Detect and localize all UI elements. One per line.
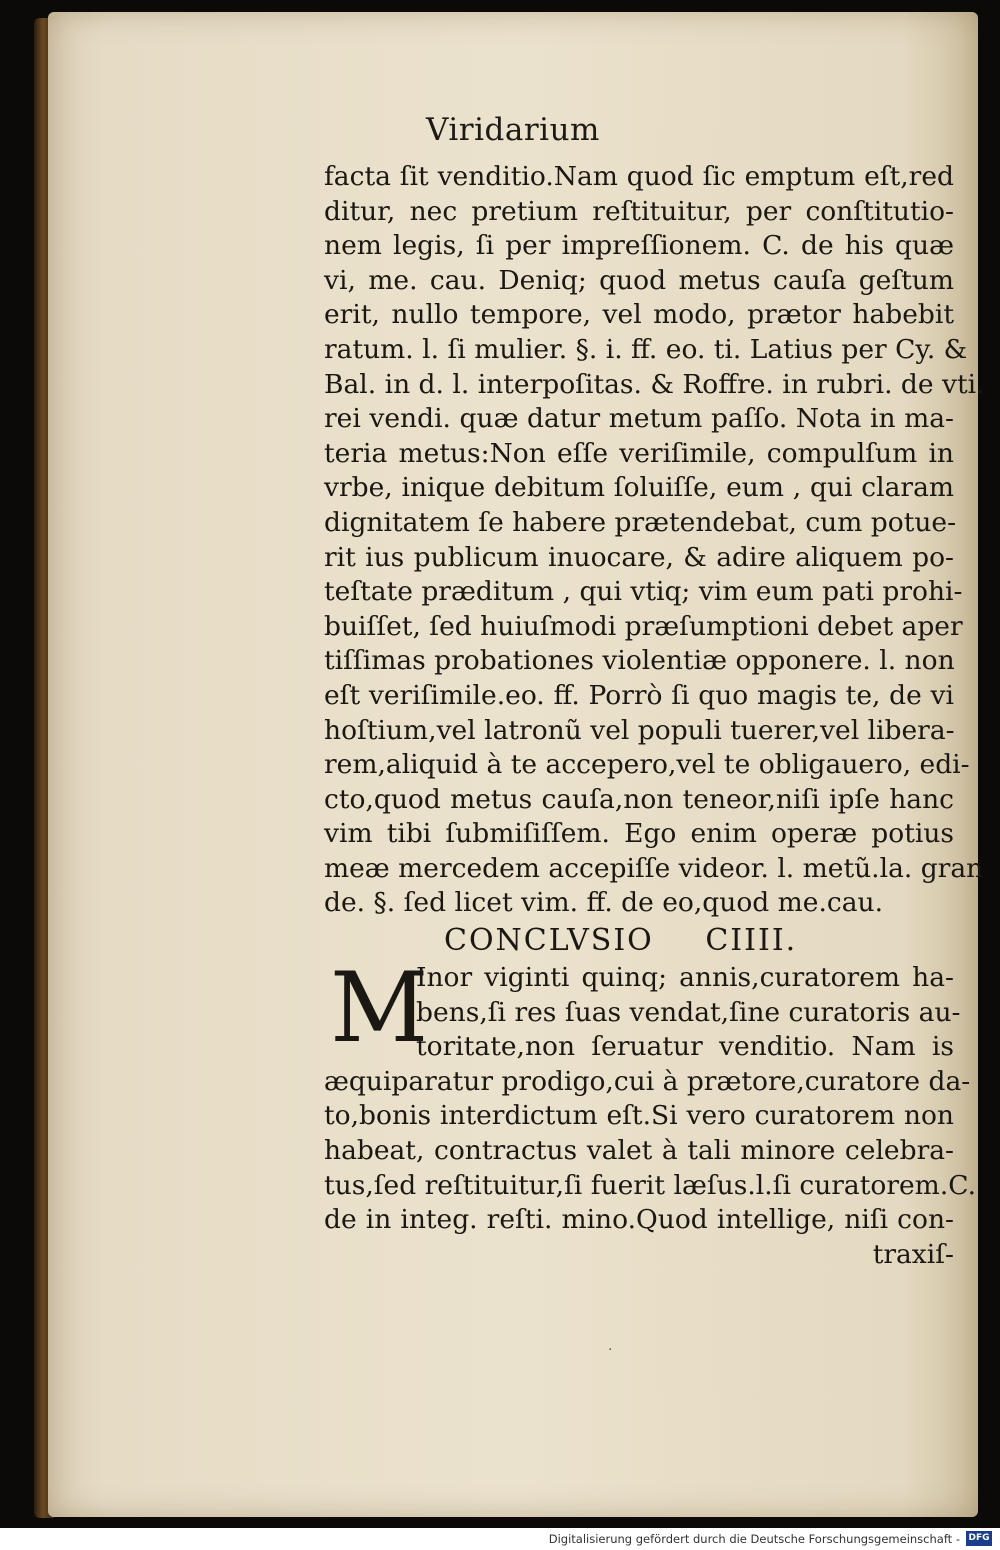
text-line: dignitatem ſe habere prætendebat, cum potue- [324, 506, 957, 538]
text-line: vi, me. cau. Deniq; quod metus cauſa geſtum [324, 264, 954, 296]
dfg-logo: DFG [966, 1531, 992, 1546]
text-line: rem,aliquid à te accepero,vel te obligauero, edi- [324, 749, 970, 781]
catchword: traxiſ- [872, 1238, 954, 1270]
text-block [324, 160, 985, 1272]
text-line: eſt veriſimile.eo. ff. Porrò ſi quo magis te, de vi [324, 679, 954, 711]
running-head: Viridarium [426, 112, 600, 148]
paragraph-after-heading [324, 952, 976, 1272]
text-line: Bal. in d. l. interpoſitas. & Roffre. in rubri. de vti. [324, 368, 985, 400]
text-line: teſtate præditum , qui vtiq; vim eum pati prohi- [324, 576, 963, 608]
text-line: rei vendi. quæ datur metum paſſo. Nota in ma- [324, 403, 954, 435]
text-line: erit, nullo tempore, vel modo, prætor habebit [324, 299, 954, 331]
text-line: de in integ. reſti. mino.Quod intellige, niſi con- [324, 1204, 954, 1236]
text-line: de. §. ſed licet vim. ff. de eo,quod me.cau. [324, 887, 884, 919]
text-line: toritate,non ſeruatur venditio. Nam is [416, 1031, 954, 1063]
text-line: meæ mercedem accepiſſe videor. l. metũ.la. gran [324, 852, 984, 884]
text-line: nem legis, ſi per impreſſionem. C. de his quæ [324, 230, 954, 262]
text-line: ratum. l. ſi mulier. §. i. ff. eo. ti. Latius per Cy. & [324, 333, 968, 365]
section-heading: CONCLVSIO CIIII. [444, 923, 798, 959]
text-line: teria metus:Non eſſe veriſimile, compulſum in [324, 437, 954, 469]
text-line: hoſtium,vel latronũ vel populi tuerer,vel libera- [324, 714, 955, 746]
paragraph-before-heading [324, 160, 985, 921]
text-line: vim tibi ſubmiſiſſem. Ego enim operæ potius [324, 818, 954, 850]
text-line: cto,quod metus cauſa,non teneor,niſi ipſe hanc [324, 783, 954, 815]
text-line: bens,ſi res ſuas vendat,ſine curatoris au- [416, 996, 961, 1028]
text-line: rit ius publicum inuocare, & adire aliquem po- [324, 541, 954, 573]
text-line: habeat, contractus valet à tali minore celebra- [324, 1135, 954, 1167]
text-line: to,bonis interdictum eſt.Si vero curatorem non [324, 1100, 954, 1132]
text-line: tiſſimas probationes violentiæ opponere. l. non [324, 645, 955, 677]
text-line: buiſſet, ſed huiuſmodi præſumptioni debet aper [324, 610, 963, 642]
text-line: vrbe, inique debitum ſoluiſſe, eum , qui claram [324, 472, 954, 504]
text-line: Inor viginti quinq; annis,curatorem ha- [416, 962, 954, 994]
text-line: ditur, nec pretium reſtituitur, per conſtitutio- [324, 195, 954, 227]
footer-bar [0, 1528, 1000, 1550]
stray-ink-mark: · [608, 1342, 613, 1358]
text-line: facta ſit venditio.Nam quod ſic emptum eſt,red [324, 161, 954, 192]
drop-cap: M [330, 952, 429, 1065]
text-line: æquiparatur prodigo,cui à prætore,curatore da- [324, 1065, 971, 1097]
footer-credit: Digitalisierung gefördert durch die Deutsche Forschungsgemeinschaft - [548, 1532, 960, 1546]
book-page [48, 12, 985, 1517]
text-line: tus,ſed reſtituitur,ſi fuerit læſus.l.ſi curatorem.C. [324, 1169, 976, 1201]
